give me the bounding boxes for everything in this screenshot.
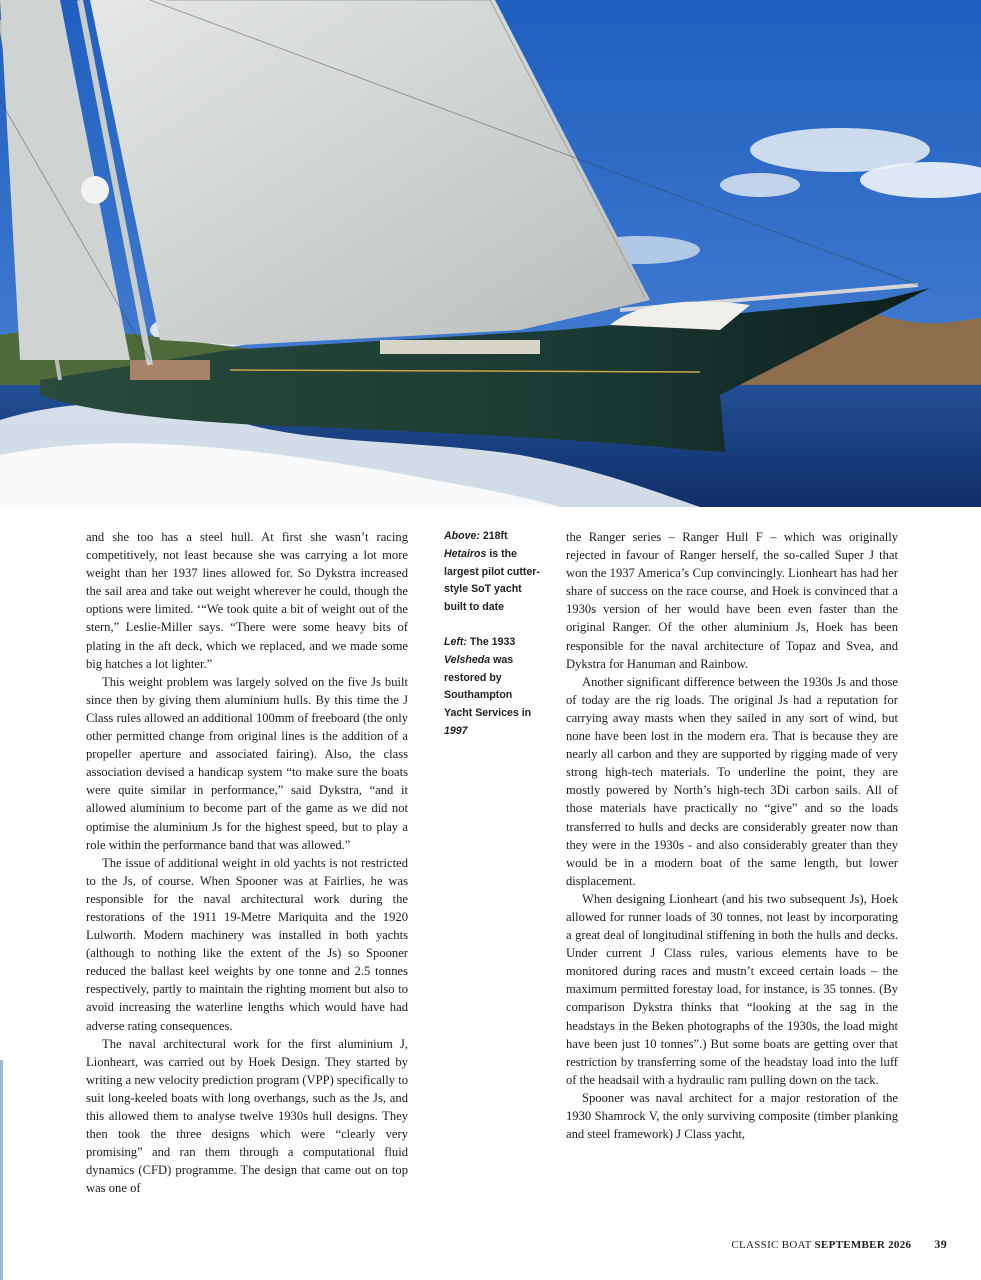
paragraph: This weight problem was largely solved on the five Js built since then by giving them aluminium hulls. By this time the J Class rules allowed an additional 100mm of freeboard (the only other permitted change from original lines is the addition of a propeller aperture and associated fairing). Also, the class association devised a handicap system “to make sure the boats were quite similar in performance,” said Dykstra, “and it allowed aluminium to become part of the game as we did not optimise the aluminium Js for the highest speed, but to play a role within the performance band that was allowed.”	[86, 674, 408, 852]
article-column-left	[86, 528, 408, 1197]
caption-text: The 1933	[469, 635, 516, 648]
caption-yacht-name: Velsheda	[444, 653, 491, 666]
paragraph: and she too has a steel hull. At first she wasn’t racing competitively, not least because she was carrying a lot more weight than her 1937 lines allowed for. So Dykstra increased the sail area and take out weight wherever he could, though the options were limited. ‘“We took quite a bit of weight out of the stern,” Leslie-Miller says. “There were some heavy bits of plating in the aft deck, which we replaced, and we made some big hatches a lot lighter.”	[86, 530, 408, 671]
caption-text: is the largest pilot cutter-style SoT yacht built to date	[444, 547, 540, 614]
caption-lead: Above:	[444, 530, 480, 542]
issue-date: SEPTEMBER 2026	[814, 1239, 912, 1251]
caption-lead: Left:	[444, 635, 467, 648]
paragraph: The issue of additional weight in old yachts is not restricted to the Js, of course. When Spooner was at Fairlies, he was responsible for the naval architectural work during the restorations of the 1911 19-Metre Mariquita and the 1920 Lulworth. Modern machinery was installed in both yachts (although to nothing like the extent of the Js) so Spooner reduced the ballast keel weights by one tonne and 2.5 tonnes respectively, partly to maintain the righting moment but also to avoid increasing the waterline lengths which would have had adverse rating consequences.	[86, 855, 408, 1033]
article-column-right	[566, 528, 898, 1143]
page-footer	[731, 1237, 947, 1252]
caption-size: 218ft	[482, 530, 508, 542]
paragraph: the Ranger series – Ranger Hull F – which was originally rejected in favour of Ranger herself, the so-called Super J that won the 1937 America’s Cup convincingly. Lionheart has had her share of success on the race course, and Hoek is convinced that a 1930s version of her would have been even faster than the original Ranger. Of the other aluminium Js, Hoek has been responsible for the naval architecture of Topaz and Svea, and Dykstra for Hanuman and Rainbow.	[566, 530, 898, 671]
caption-left	[444, 634, 540, 741]
caption-year: 1997	[444, 724, 468, 737]
caption-yacht-name: Hetairos	[444, 547, 487, 560]
photo-captions	[444, 528, 540, 758]
caption-above	[444, 528, 540, 617]
paragraph: Another significant difference between the 1930s Js and those of today are the rig loads. The original Js had a reputation for carrying away masts when they sailed in any sort of wind, but none have been lost in the modern era. That is because they are nearly all carbon and they are supported by rigging made of very strong high-tech materials. To underline the point, they are mostly powered by North’s high-tech 3Di carbon sails. All of those materials have practically no “give” and so the loads transferred to hulls and decks are considerably greater now than they were in the 1930s - and also considerably greater than they would be in a modern boat of the same length, but lower displacement.	[566, 674, 898, 888]
magazine-name: CLASSIC BOAT	[731, 1239, 812, 1251]
page-edge-strip	[0, 1060, 3, 1280]
paragraph: Spooner was naval architect for a major restoration of the 1930 Shamrock V, the only surviving composite (timber planking and steel framework) J Class yacht,	[566, 1090, 898, 1142]
caption-text: was restored by Southampton Yacht Services in	[444, 653, 532, 720]
paragraph: The naval architectural work for the first aluminium J, Lionheart, was carried out by Hoek Design. They started by writing a new velocity prediction program (VPP) specifically to suit long-keeled boats with long overhangs, such as the Js, and this allowed them to analyse twelve 1930s hull designs. They then took the three designs which were “clearly very promising” and ran them through a computational fluid dynamics (CFD) programme. The design that came out on top was one of	[86, 1036, 408, 1196]
page-number: 39	[934, 1237, 947, 1251]
yacht-photo	[0, 0, 981, 507]
paragraph: When designing Lionheart (and his two subsequent Js), Hoek allowed for runner loads of 30 tonnes, not least by incorporating a great deal of longitudinal stiffening in both the hulls and decks. Under current J Class rules, various elements have to be monitored during races and mustn’t exceed certain loads – the maximum permitted forestay load, for instance, is 35 tonnes. (By comparison Dykstra thinks that “looking at the sag in the headstays in the Beken photographs of the 1930s, the load might have been just 10 tonnes”.) But some boats are getting over that restriction by transferring some of the headstay load into the luff of the headsail with a hydraulic ram pulling down on the tack.	[566, 891, 898, 1087]
